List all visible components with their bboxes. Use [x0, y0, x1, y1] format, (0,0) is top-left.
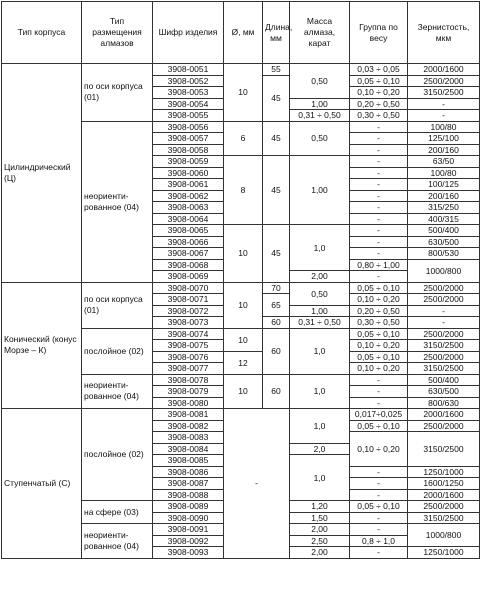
- grit-cell: 3150/2500: [408, 87, 480, 99]
- grit-cell: 63/50: [408, 156, 480, 168]
- grit-cell: 3150/2500: [408, 432, 480, 467]
- diameter-cell: 10: [224, 328, 263, 351]
- diameter-cell: 10: [224, 374, 263, 409]
- code-cell: 3908-0079: [153, 386, 224, 398]
- code-cell: 3908-0080: [153, 397, 224, 409]
- code-cell: 3908-0088: [153, 489, 224, 501]
- group-cell: -: [350, 386, 408, 398]
- grit-cell: -: [408, 317, 480, 329]
- code-cell: 3908-0082: [153, 420, 224, 432]
- group-cell: 0,03 ÷ 0,05: [350, 64, 408, 76]
- code-cell: 3908-0056: [153, 121, 224, 133]
- specification-table: [1, 1, 480, 559]
- header-body-type: Тип корпуса: [2, 2, 82, 64]
- group-cell: -: [350, 512, 408, 524]
- length-cell: 60: [263, 317, 290, 329]
- code-cell: 3908-0051: [153, 64, 224, 76]
- group-cell: 0,10 ÷ 0,20: [350, 294, 408, 306]
- diameter-cell: 6: [224, 121, 263, 156]
- diameter-length-cell: -: [224, 409, 290, 559]
- code-cell: 3908-0090: [153, 512, 224, 524]
- grit-cell: 1250/1000: [408, 466, 480, 478]
- code-cell: 3908-0054: [153, 98, 224, 110]
- code-cell: 3908-0064: [153, 213, 224, 225]
- group-cell: 0,05 ÷ 0,10: [350, 282, 408, 294]
- code-cell: 3908-0063: [153, 202, 224, 214]
- mass-cell: 1,0: [290, 374, 350, 409]
- grit-cell: 3150/2500: [408, 363, 480, 375]
- header-code: Шифр изделия: [153, 2, 224, 64]
- table-row: [2, 409, 480, 421]
- group-cell: -: [350, 144, 408, 156]
- code-cell: 3908-0055: [153, 110, 224, 122]
- group-cell: -: [350, 248, 408, 260]
- mass-cell: 1,0: [290, 409, 350, 444]
- group-cell: -: [350, 489, 408, 501]
- code-cell: 3908-0062: [153, 190, 224, 202]
- code-cell: 3908-0087: [153, 478, 224, 490]
- grit-cell: -: [408, 98, 480, 110]
- group-cell: -: [350, 478, 408, 490]
- header-diameter: Ø, мм: [224, 2, 263, 64]
- code-cell: 3908-0065: [153, 225, 224, 237]
- code-cell: 3908-0060: [153, 167, 224, 179]
- group-cell: 0,20 ÷ 0,50: [350, 98, 408, 110]
- group-cell: -: [350, 547, 408, 559]
- mass-cell: 0,31 ÷ 0,50: [290, 317, 350, 329]
- group-cell: -: [350, 466, 408, 478]
- code-cell: 3908-0075: [153, 340, 224, 352]
- grit-cell: -: [408, 110, 480, 122]
- grit-cell: 2500/2000: [408, 328, 480, 340]
- mass-cell: 0,50: [290, 64, 350, 99]
- group-cell: 0,20 ÷ 0,50: [350, 305, 408, 317]
- grit-cell: 630/500: [408, 386, 480, 398]
- grit-cell: 630/500: [408, 236, 480, 248]
- header-mass: Масса алмаза, карат: [290, 2, 350, 64]
- code-cell: 3908-0077: [153, 363, 224, 375]
- group-cell: -: [350, 179, 408, 191]
- group-cell: 0,80 ÷ 1,00: [350, 259, 408, 271]
- group-cell: 0,30 ÷ 0,50: [350, 317, 408, 329]
- group-cell: -: [350, 202, 408, 214]
- header-grit: Зернистость, мкм: [408, 2, 480, 64]
- group-cell: 0,05 ÷ 0,10: [350, 328, 408, 340]
- grit-cell: 500/400: [408, 374, 480, 386]
- grit-cell: 100/125: [408, 179, 480, 191]
- mass-cell: 1,00: [290, 305, 350, 317]
- group-cell: -: [350, 156, 408, 168]
- code-cell: 3908-0059: [153, 156, 224, 168]
- code-cell: 3908-0053: [153, 87, 224, 99]
- grit-cell: 1000/800: [408, 259, 480, 282]
- length-cell: 60: [263, 328, 290, 374]
- code-cell: 3908-0074: [153, 328, 224, 340]
- mass-cell: 1,0: [290, 225, 350, 271]
- mass-cell: 0,31 ÷ 0,50: [290, 110, 350, 122]
- mass-cell: 1,00: [290, 98, 350, 110]
- grit-cell: -: [408, 305, 480, 317]
- group-cell: 0,017÷0,025: [350, 409, 408, 421]
- grit-cell: 200/160: [408, 190, 480, 202]
- grit-cell: 2500/2000: [408, 75, 480, 87]
- header-group: Группа по весу: [350, 2, 408, 64]
- body-type-conical: Конический (конус Морзе – К): [2, 282, 82, 409]
- mass-cell: 2,50: [290, 535, 350, 547]
- grit-cell: 100/80: [408, 121, 480, 133]
- header-length: Длина, мм: [263, 2, 290, 64]
- group-cell: 0,05 ÷ 0,10: [350, 420, 408, 432]
- group-cell: 0,10 ÷ 0,20: [350, 363, 408, 375]
- code-cell: 3908-0072: [153, 305, 224, 317]
- code-cell: 3908-0091: [153, 524, 224, 536]
- grit-cell: 2500/2000: [408, 351, 480, 363]
- mass-cell: 1,20: [290, 501, 350, 513]
- group-cell: 0,05 ÷ 0,10: [350, 501, 408, 513]
- placement-cell: по оси корпуса (01): [82, 64, 153, 122]
- diameter-cell: 10: [224, 282, 263, 328]
- mass-cell: 2,00: [290, 271, 350, 283]
- group-cell: 0,05 ÷ 0,10: [350, 351, 408, 363]
- length-cell: 45: [263, 225, 290, 283]
- grit-cell: 400/315: [408, 213, 480, 225]
- mass-cell: 1,50: [290, 512, 350, 524]
- code-cell: 3908-0085: [153, 455, 224, 467]
- code-cell: 3908-0057: [153, 133, 224, 145]
- grit-cell: 800/630: [408, 397, 480, 409]
- group-cell: 0,10 ÷ 0,20: [350, 340, 408, 352]
- group-cell: -: [350, 167, 408, 179]
- diameter-cell: 10: [224, 64, 263, 122]
- length-cell: 60: [263, 374, 290, 409]
- placement-cell: послойное (02): [82, 409, 153, 501]
- group-cell: 0,30 ÷ 0,50: [350, 110, 408, 122]
- length-cell: 45: [263, 121, 290, 156]
- group-cell: -: [350, 190, 408, 202]
- mass-cell: 0,50: [290, 282, 350, 305]
- group-cell: -: [350, 225, 408, 237]
- grit-cell: 100/80: [408, 167, 480, 179]
- placement-cell: послойное (02): [82, 328, 153, 374]
- mass-cell: 1,0: [290, 455, 350, 501]
- code-cell: 3908-0084: [153, 443, 224, 455]
- group-cell: -: [350, 524, 408, 536]
- diameter-cell: 12: [224, 351, 263, 374]
- code-cell: 3908-0070: [153, 282, 224, 294]
- diameter-cell: 10: [224, 225, 263, 283]
- code-cell: 3908-0058: [153, 144, 224, 156]
- length-cell: 45: [263, 75, 290, 121]
- mass-cell: 0,50: [290, 121, 350, 156]
- grit-cell: 1250/1000: [408, 547, 480, 559]
- code-cell: 3908-0052: [153, 75, 224, 87]
- code-cell: 3908-0071: [153, 294, 224, 306]
- group-cell: -: [350, 213, 408, 225]
- group-cell: -: [350, 121, 408, 133]
- placement-cell: неориенти- рованное (04): [82, 121, 153, 282]
- group-cell: -: [350, 271, 408, 283]
- diameter-cell: 8: [224, 156, 263, 225]
- length-cell: 70: [263, 282, 290, 294]
- grit-cell: 800/530: [408, 248, 480, 260]
- code-cell: 3908-0093: [153, 547, 224, 559]
- grit-cell: 2000/1600: [408, 64, 480, 76]
- mass-cell: 1,00: [290, 156, 350, 225]
- header-placement: Тип размещения алмазов: [82, 2, 153, 64]
- grit-cell: 315/250: [408, 202, 480, 214]
- code-cell: 3908-0067: [153, 248, 224, 260]
- mass-cell: 2,0: [290, 443, 350, 455]
- length-cell: 55: [263, 64, 290, 76]
- group-cell: 0,10 ÷ 0,20: [350, 87, 408, 99]
- grit-cell: 2500/2000: [408, 282, 480, 294]
- placement-cell: неориенти- рованное (04): [82, 374, 153, 409]
- code-cell: 3908-0086: [153, 466, 224, 478]
- placement-cell: на сфере (03): [82, 501, 153, 524]
- mass-cell: 2,00: [290, 524, 350, 536]
- group-cell: 0,05 ÷ 0,10: [350, 75, 408, 87]
- body-type-stepped: Ступенчатый (С): [2, 409, 82, 559]
- placement-cell: неориенти- рованное (04): [82, 524, 153, 559]
- code-cell: 3908-0078: [153, 374, 224, 386]
- mass-cell: 1,0: [290, 328, 350, 374]
- grit-cell: 200/160: [408, 144, 480, 156]
- group-cell: -: [350, 374, 408, 386]
- code-cell: 3908-0081: [153, 409, 224, 421]
- group-cell: 0,10 ÷ 0,20: [350, 432, 408, 467]
- code-cell: 3908-0073: [153, 317, 224, 329]
- code-cell: 3908-0061: [153, 179, 224, 191]
- code-cell: 3908-0092: [153, 535, 224, 547]
- grit-cell: 500/400: [408, 225, 480, 237]
- header-row: [2, 2, 480, 64]
- body-type-cylindrical: Цилиндрический (Ц): [2, 64, 82, 283]
- code-cell: 3908-0083: [153, 432, 224, 444]
- length-cell: 65: [263, 294, 290, 317]
- table-row: [2, 64, 480, 76]
- code-cell: 3908-0089: [153, 501, 224, 513]
- group-cell: -: [350, 133, 408, 145]
- code-cell: 3908-0069: [153, 271, 224, 283]
- code-cell: 3908-0076: [153, 351, 224, 363]
- group-cell: 0,8 ÷ 1,0: [350, 535, 408, 547]
- grit-cell: 2500/2000: [408, 420, 480, 432]
- placement-cell: по оси корпуса (01): [82, 282, 153, 328]
- grit-cell: 2000/1600: [408, 409, 480, 421]
- grit-cell: 3150/2500: [408, 512, 480, 524]
- grit-cell: 125/100: [408, 133, 480, 145]
- group-cell: -: [350, 236, 408, 248]
- grit-cell: 2500/2000: [408, 294, 480, 306]
- table-row: [2, 282, 480, 294]
- grit-cell: 2500/2000: [408, 501, 480, 513]
- code-cell: 3908-0068: [153, 259, 224, 271]
- grit-cell: 3150/2500: [408, 340, 480, 352]
- group-cell: -: [350, 397, 408, 409]
- grit-cell: 1600/1250: [408, 478, 480, 490]
- length-cell: 45: [263, 156, 290, 225]
- code-cell: 3908-0066: [153, 236, 224, 248]
- grit-cell: 1000/800: [408, 524, 480, 547]
- grit-cell: 2000/1600: [408, 489, 480, 501]
- mass-cell: 2,00: [290, 547, 350, 559]
